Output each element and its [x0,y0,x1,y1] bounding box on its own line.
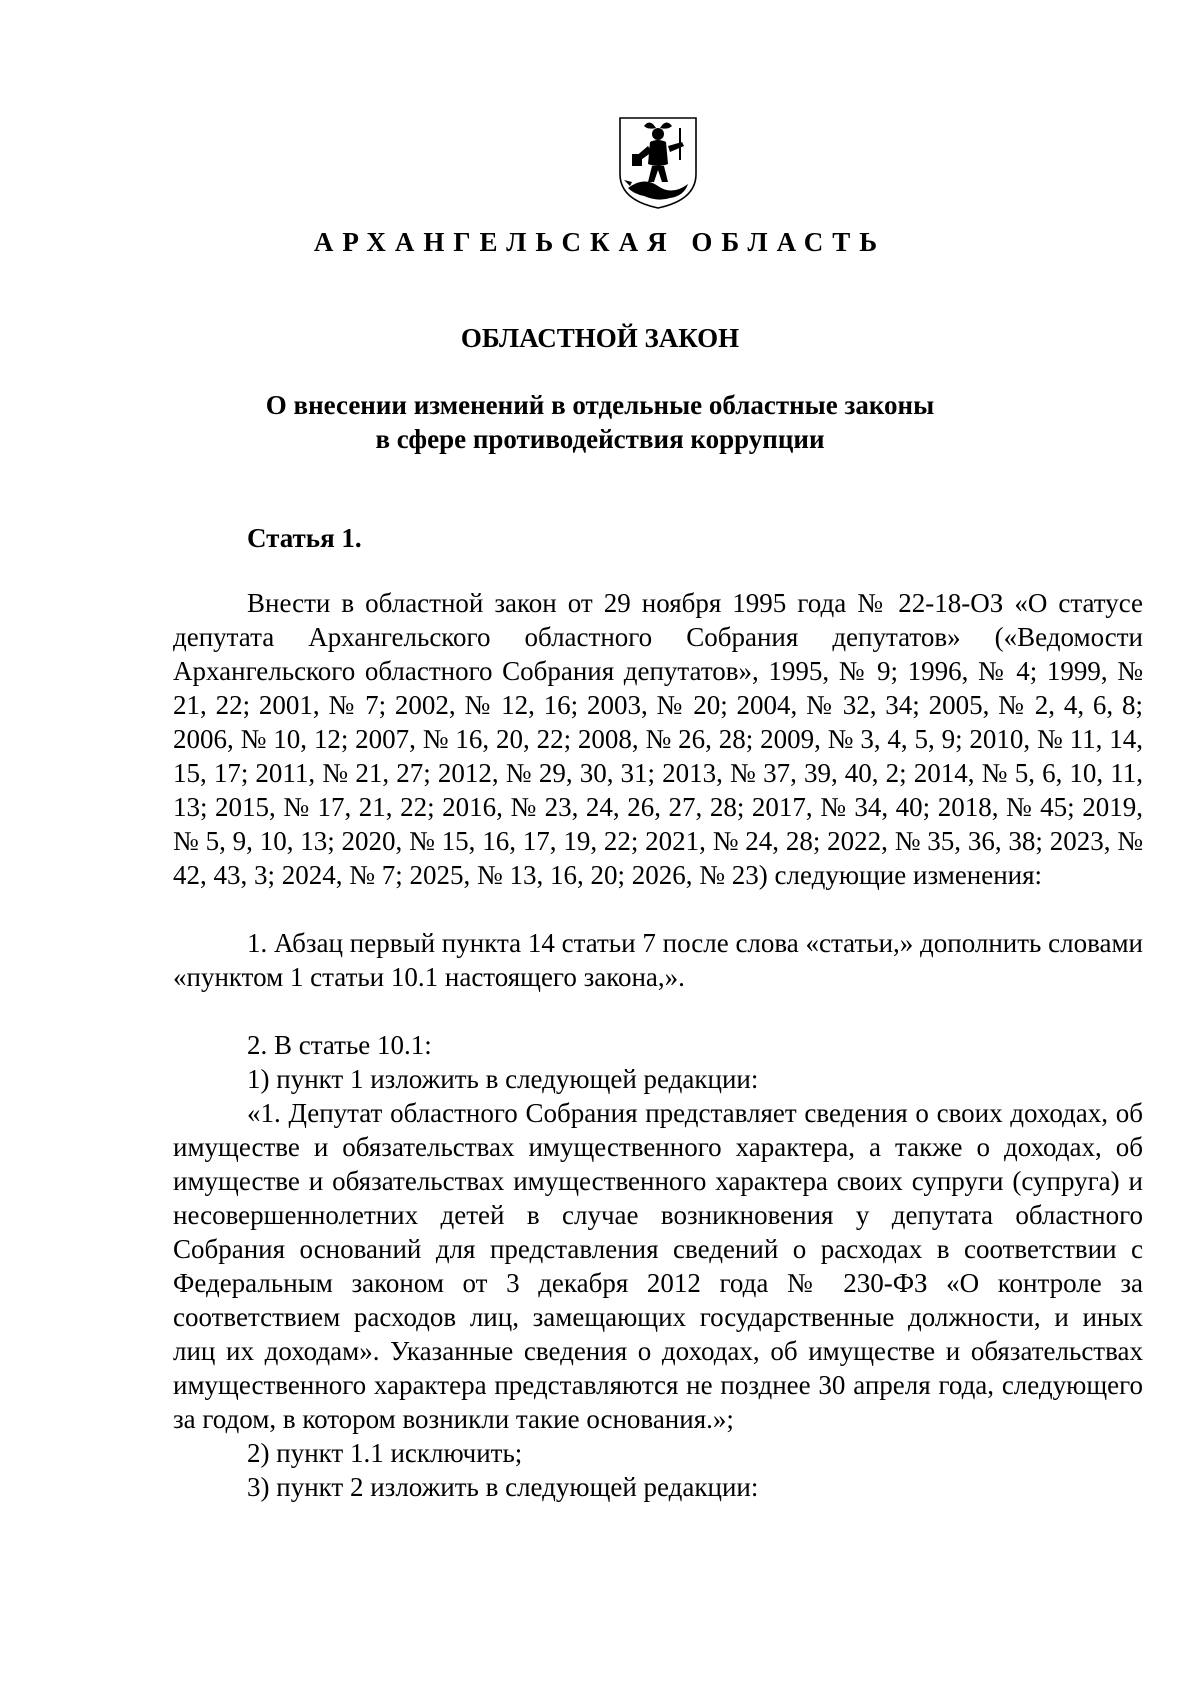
article-intro-paragraph: Внести в областной закон от 29 ноября 1995 года № 22-18-ОЗ «О статусе депутата Архангельского областного Собрания депутатов» («Ведомости Архангельского областного Собрания депутатов», 1995, № 9; 1996, № 4; 1999, № 21, 22; 2001, № 7; 2002, № 12, 16; 2003, № 20; 2004, № 32, 34; 2005, № 2, 4, 6, 8; 2006, № 10, 12; 2007, № 16, 20, 22; 2008, № 26, 28; 2009, № 3, 4, 5, 9; 2010, № 11, 14, 15, 17; 2011, № 21, 27; 2012, № 29, 30, 31; 2013, № 37, 39, 40, 2; 2014, № 5, 6, 10, 11, 13; 2015, № 17, 21, 22; 2016, № 23, 24, 26, 27, 28; 2017, № 34, 40; 2018, № 45; 2019, № 5, 9, 10, 13; 2020, № 15, 16, 17, 19, 22; 2021, № 24, 28; 2022, № 35, 36, 38; 2023, № 42, 43, 3; 2024, № 7; 2025, № 13, 16, 20; 2026, № 23) следующие изменения: [173,588,1143,890]
article-heading: Статья 1. [247,523,362,553]
item-2-subitem-2: 2) пункт 1.1 исключить; [247,1438,523,1468]
document-title [0,388,1200,456]
item-2-paragraph: 2. В статье 10.1: [247,1030,432,1060]
item-2-quoted-text: «1. Депутат областного Собрания представляет сведения о своих доходах, об имуществе и обязательствах имущественного характера, а также о доходах, об имуществе и обязательствах имущественного характера своих супруги (супруга) и несовершеннолетних детей в случае возникновения у депутата областного Собрания оснований для представления сведений о расходах в соответствии с Федеральным законом от 3 декабря 2012 года № 230-ФЗ «О контроле за соответствием расходов лиц, замещающих государственные должности, и иных лиц их доходам». Указанные сведения о доходах, об имуществе и обязательствах имущественного характера представляются не позднее 30 апреля года, следующего за годом, в котором возникли такие основания.»; [173,1098,1143,1434]
region-name: АРХАНГЕЛЬСКАЯ ОБЛАСТЬ [313,227,887,257]
article-body [173,586,1143,1504]
paragraph-gap [173,994,1143,1028]
document-title-line-2: в сфере противодействия коррупции [375,424,825,454]
arkhangelsk-coat-of-arms-icon [614,112,702,212]
item-1-paragraph: 1. Абзац первый пункта 14 статьи 7 после слова «статьи,» дополнить словами «пунктом 1 статьи 10.1 настоящего закона,». [173,928,1143,992]
item-2-subitem-1: 1) пункт 1 изложить в следующей редакции: [247,1064,759,1094]
item-2-subitem-3: 3) пункт 2 изложить в следующей редакции: [247,1472,759,1502]
paragraph-gap [173,892,1143,926]
document-title-line-1: О внесении изменений в отдельные областные законы [265,390,935,420]
document-type: ОБЛАСТНОЙ ЗАКОН [460,323,740,353]
